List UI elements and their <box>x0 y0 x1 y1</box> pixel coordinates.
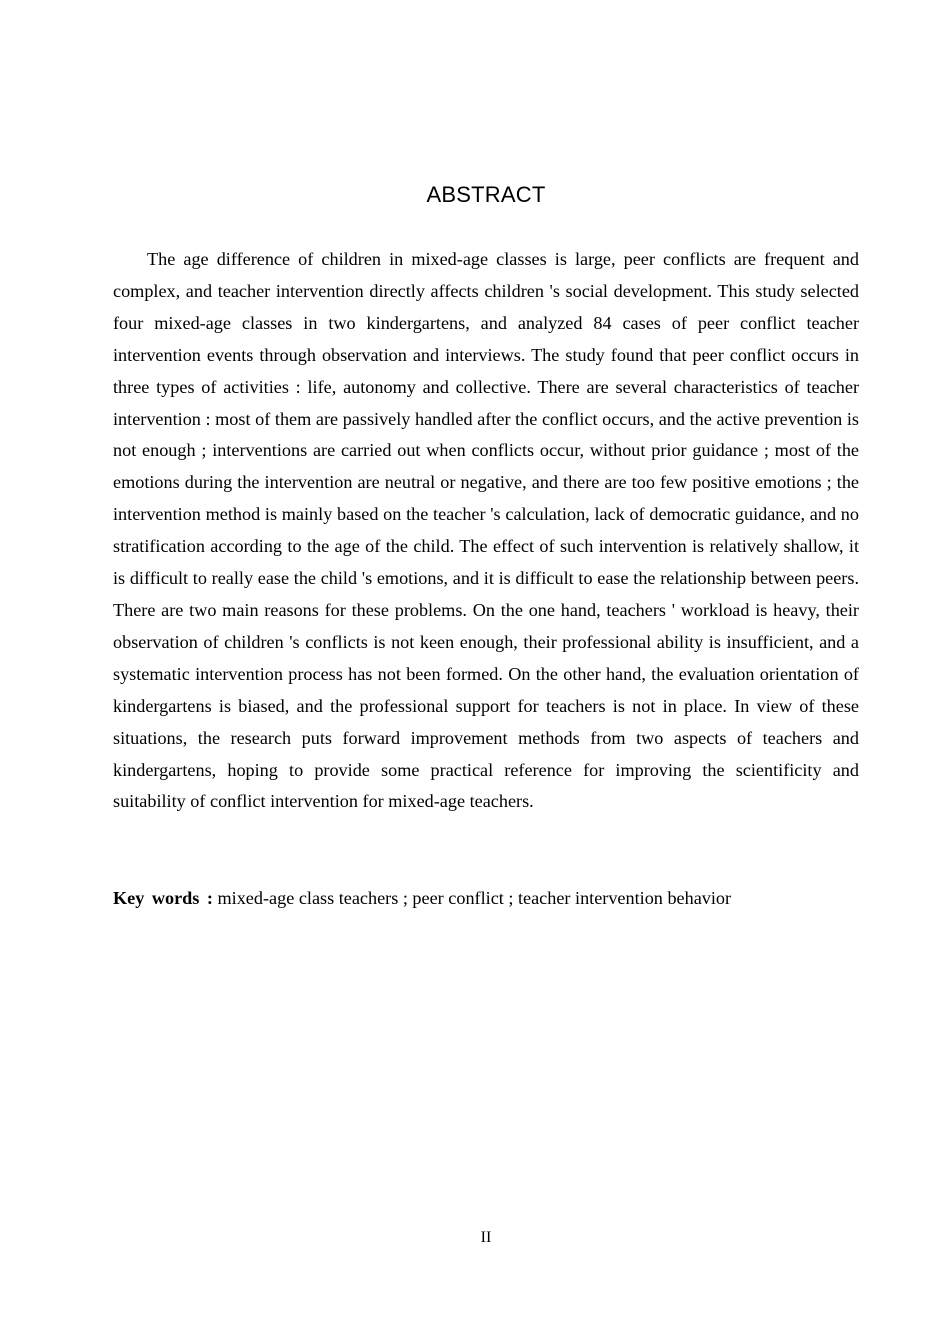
abstract-title: ABSTRACT <box>426 182 546 207</box>
abstract-body: The age difference of children in mixed-age classes is large, peer conflicts are frequent and complex, and teacher intervention directly affects children 's social development. This study selected four mixed-age classes in two kindergartens, and analyzed 84 cases of peer conflict teacher intervention events through observation and interviews. The study found that peer conflict occurs in three types of activities : life, autonomy and collective. There are several characteristics of teacher intervention : most of them are passively handled after the conflict occurs, and the active prevention is not enough ; interventions are carried out when conflicts occur, without prior guidance ; most of the emotions during the intervention are neutral or negative, and there are too few positive emotions ; the intervention method is mainly based on the teacher 's calculation, lack of democratic guidance, and no stratification according to the age of the child. The effect of such intervention is relatively shallow, it is difficult to really ease the child 's emotions, and it is difficult to ease the relationship between peers. There are two main reasons for these problems. On the one hand, teachers ' workload is heavy, their observation of children 's conflicts is not keen enough, their professional ability is insufficient, and a systematic intervention process has not been formed. On the other hand, the evaluation orientation of kindergartens is biased, and the professional support for teachers is not in place. In view of these situations, the research puts forward improvement methods from two aspects of teachers and kindergartens, hoping to provide some practical reference for improving the scientificity and suitability of conflict intervention for mixed-age teachers. <box>113 249 859 812</box>
keywords-label: Key words : <box>113 888 213 908</box>
keywords-line <box>113 883 859 915</box>
keywords-text: mixed-age class teachers ; peer conflict ; teacher intervention behavior <box>212 888 732 908</box>
page-number: II <box>480 1229 492 1246</box>
